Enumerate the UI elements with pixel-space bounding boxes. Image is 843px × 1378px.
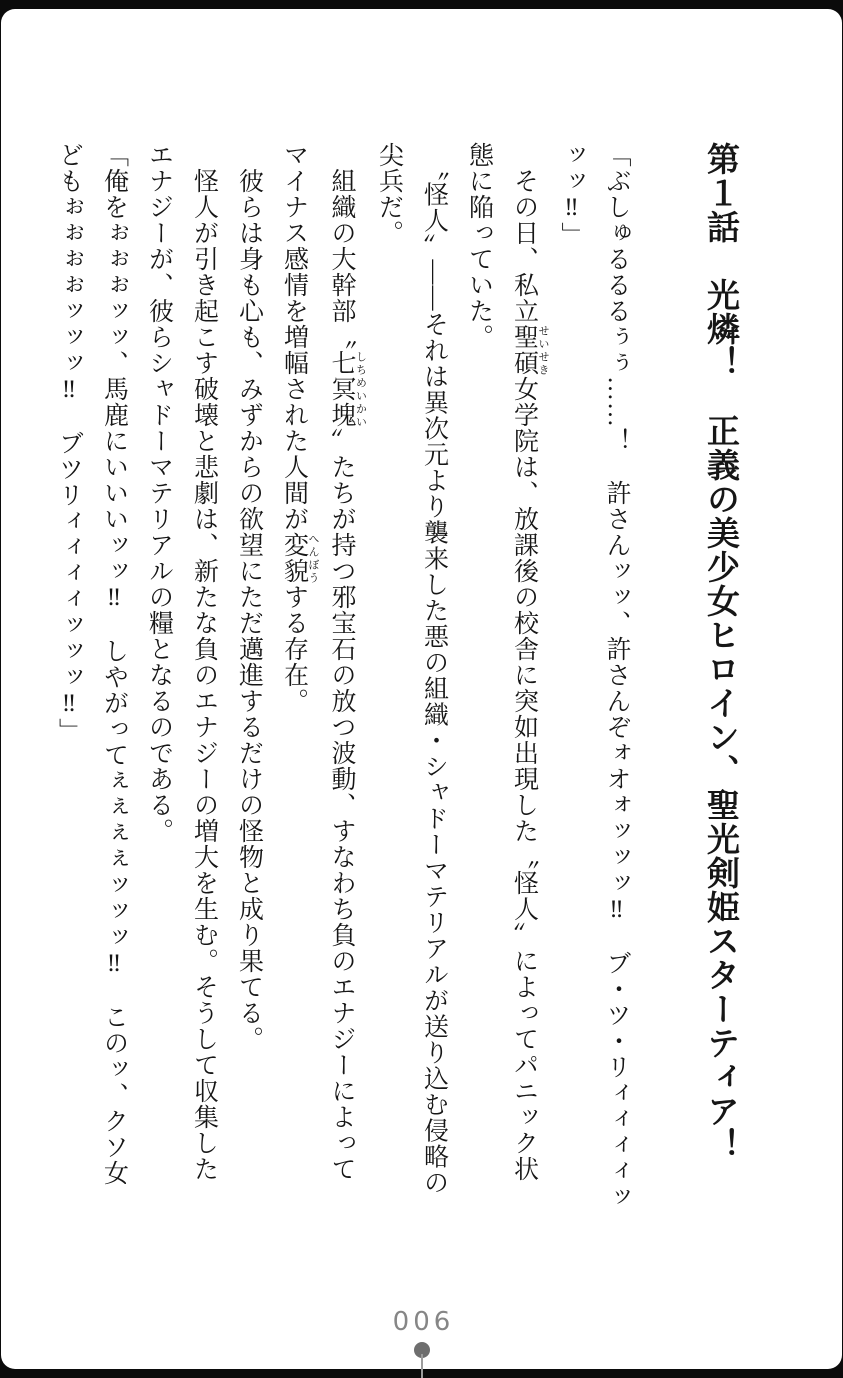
text-line: 組織の大幹部〝七冥塊 しちめいかい〟たちが持つ邪宝石の放つ波動、すなわち負のエナジーによって [328,142,367,1182]
text-line: その日、私立聖碩 せいせき女学院は、放課後の校舎に突如出現した〝怪人〟によってパニック状 [510,142,549,1182]
text-line: どもぉぉぉぉッッッ‼ ブツリィィィィッッッ‼」 [55,142,83,744]
book-page [1,9,842,1369]
text-line: 態に陥っていた。 [465,142,493,350]
page-marker-line [421,1354,423,1378]
page-number: 006 [392,1307,455,1337]
text-line: マイナス感情を増幅された人間が変貌 へんぼうする存在。 [280,142,319,714]
text-line: 「ぶしゅるるるぅぅ……！ 許さんッッ、許さんぞォオォッッッ‼ ブ・ツ・リィィィィッ [603,142,630,1210]
chapter-title: 第１話 光燐！ 正義の美少女ヒロイン、聖光剣姫スターティア！ [702,142,738,1162]
text-line: 怪人が引き起こす破壊と悲劇は、新たな負のエナジーの増大を生む。そうして収集した [190,142,218,1182]
text-line: 〝怪人〟――それは異次元より襲来した悪の組織・シャドーマテリアルが送り込む侵略の [420,142,448,1196]
text-line: ッッ‼」 [558,142,585,248]
text-line: 「俺をぉぉぉッッ、馬鹿にいいいッッ‼ しやがってぇぇぇぇッッッ‼ このッ、クソ女 [100,142,128,1186]
body-text [47,142,640,1267]
text-line: エナジーが、彼らシャドーマテリアルの糧となるのである。 [145,142,173,844]
page-text [47,142,768,1267]
text-line: 彼らは身も心も、みずからの欲望にただ邁進するだけの怪物と成り果てる。 [235,142,263,1052]
text-line: 尖兵だ。 [375,142,403,246]
